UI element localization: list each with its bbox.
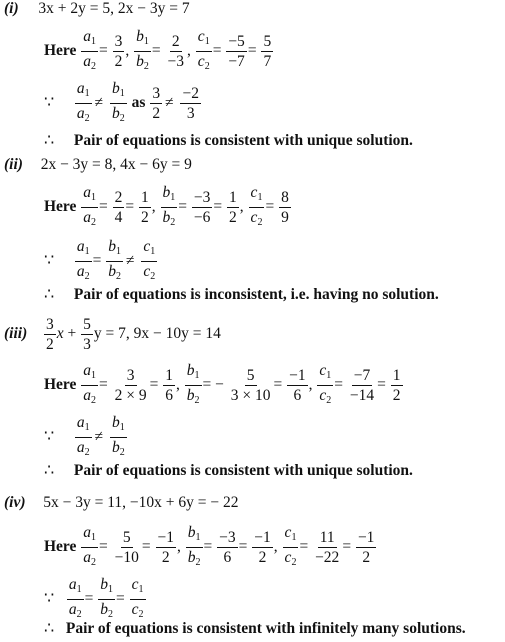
part-iv-equation-line [4,494,239,512]
ratio-b: $\frac{b_1}{b_2}$ [162,184,176,228]
ratio-a: $\frac{a_1}{a_2}$ [76,238,90,282]
as-label: as [131,94,146,112]
part-label: (i) [4,0,19,17]
ratio-b: $\frac{b_1}{b_2}$ [186,362,200,406]
fraction: $\frac{5}{3 \times 10}$ [230,367,271,404]
ratio-a: $\frac{a_1}{a_2}$ [76,80,90,124]
equation-rest: y = 7, 9x − 10y = 14 [93,325,221,343]
fraction: $\frac{2}{-3}$ [167,33,185,70]
fraction: $\frac{-1}{2}$ [254,529,271,566]
fraction: $\frac{3}{2 \times 9}$ [114,367,147,404]
part-iii-ratios-line: Here $\frac{a_1}{a_2}$ = $\frac{3}{2 \times 9}$ = $\frac{1}{6}$ , $\frac{b_1}{b_2}$ = − $\frac{5}{3 \times 10}$ = $\frac{-1}{6}$ , $\frac{c_1}{c_2}$ = $\frac{-7}{-14}$ = $\frac{1}{2}$ [44,362,404,409]
ratio-b: $\frac{b_1}{b_2}$ [187,524,201,568]
part-ii-equation-line [4,156,192,174]
equation: 3x + 2y = 5, 2x − 3y = 7 [38,0,190,17]
fraction: $\frac{11}{-22}$ [315,529,340,566]
conclusion-text: Pair of equations is inconsistent, i.e. having no solution. [73,286,439,303]
part-label: (iii) [4,325,28,343]
conclusion-text: Pair of equations is consistent with infinitely many solutions. [65,620,466,637]
fraction: $\frac{-2}{3}$ [182,85,199,122]
ratio-a: $\frac{a_1}{a_2}$ [83,362,97,406]
fraction: $\frac{5}{3}$ [83,316,91,353]
ratio-a: $\frac{a_1}{a_2}$ [68,576,82,620]
ratio-b: $\frac{b_1}{b_2}$ [112,414,125,458]
therefore-symbol: ∴ [44,286,55,303]
therefore-symbol: ∴ [44,462,55,479]
part-i-because-line: ∵ $\frac{a_1}{a_2}$ ≠ $\frac{b_1}{b_2}$ as $\frac{3}{2}$ ≠ $\frac{-2}{3}$ [44,80,202,127]
fraction: $\frac{3}{2}$ [114,33,123,70]
part-ii-because-line: ∵ $\frac{a_1}{a_2}$ = $\frac{b_1}{b_2}$ ≠ $\frac{c_1}{c_2}$ [44,238,158,285]
conclusion-text: Pair of equations is consistent with unique solution. [73,462,413,479]
ratio-b: $\frac{b_1}{b_2}$ [136,28,149,72]
part-ii-conclusion [44,286,439,304]
part-i-ratios-line: Here $\frac{a_1}{a_2}$ = $\frac{3}{2}$ , $\frac{b_1}{b_2}$ = $\frac{2}{-3}$ , $\frac{c_1}{c_2}$ = $\frac{-5}{-7}$ = $\frac{5}{7}$ [44,28,274,75]
because-symbol: ∵ [44,94,55,112]
ratio-a: $\frac{a_1}{a_2}$ [83,524,97,568]
fraction: $\frac{-3}{-6}$ [193,189,211,226]
equation: 5x − 3y = 11, −10x + 6y = − 22 [43,494,239,511]
part-iv-conclusion [44,620,466,638]
fraction: $\frac{-1}{2}$ [157,529,175,566]
because-symbol: ∵ [44,428,55,446]
here-label: Here [44,538,77,556]
here-label: Here [44,198,77,216]
fraction: $\frac{-1}{2}$ [357,529,375,566]
part-iii-conclusion [44,462,413,480]
fraction: $\frac{2}{4}$ [114,189,123,226]
because-symbol: ∵ [44,252,55,270]
here-label: Here [44,42,77,60]
ratio-b: $\frac{b_1}{b_2}$ [100,576,113,620]
ratio-b: $\frac{b_1}{b_2}$ [112,80,125,124]
part-iv-because-line: ∵ $\frac{a_1}{a_2}$ = $\frac{b_1}{b_2}$ = $\frac{c_1}{c_2}$ [44,576,147,623]
fraction: $\frac{3}{2}$ [46,316,54,353]
fraction: $\frac{3}{2}$ [152,85,161,122]
part-iii-because-line: ∵ $\frac{a_1}{a_2}$ ≠ $\frac{b_1}{b_2}$ [44,414,128,461]
equation: 2x − 3y = 8, 4x − 6y = 9 [40,156,192,173]
fraction: $\frac{5}{-10}$ [114,529,139,566]
ratio-c: $\frac{c_1}{c_2}$ [131,576,144,620]
here-label: Here [44,376,77,394]
therefore-symbol: ∴ [44,132,55,149]
ratio-c: $\frac{c_1}{c_2}$ [284,524,297,568]
therefore-symbol: ∴ [44,620,55,637]
because-symbol: ∵ [44,590,55,608]
part-ii-ratios-line: Here $\frac{a_1}{a_2}$ = $\frac{2}{4}$ = $\frac{1}{2}$ , $\frac{b_1}{b_2}$ = $\frac{-3}{-6}$ = $\frac{1}{2}$ , $\frac{c_1}{c_2}$ = $\frac{8}{9}$ [44,184,292,231]
fraction: $\frac{1}{2}$ [141,189,149,226]
ratio-a: $\frac{a_1}{a_2}$ [76,414,90,458]
ratio-a: $\frac{a_1}{a_2}$ [83,28,97,72]
ratio-c: $\frac{c_1}{c_2}$ [197,28,210,72]
fraction: $\frac{1}{6}$ [165,367,174,404]
fraction: $\frac{-3}{6}$ [219,529,236,566]
fraction: $\frac{-7}{-14}$ [349,367,375,404]
part-iv-ratios-line: Here $\frac{a_1}{a_2}$ = $\frac{5}{-10}$ = $\frac{-1}{2}$ , $\frac{b_1}{b_2}$ = $\frac{-3}{6}$ = $\frac{-1}{2}$ , $\frac{c_1}{c_2}$ = $\frac{11}{-22}$ = $\frac{-1}{2}$ [44,524,377,571]
fraction: $\frac{-1}{6}$ [289,367,306,404]
ratio-c: $\frac{c_1}{c_2}$ [250,184,263,228]
fraction: $\frac{1}{2}$ [229,189,237,226]
part-i-equation-line [4,0,190,18]
ratio-a: $\frac{a_1}{a_2}$ [83,184,97,228]
fraction: $\frac{5}{7}$ [263,33,272,70]
fraction: $\frac{8}{9}$ [281,189,289,226]
part-label: (iv) [4,494,26,511]
ratio-b: $\frac{b_1}{b_2}$ [108,238,121,282]
part-i-conclusion [44,132,413,150]
fraction: $\frac{1}{2}$ [392,367,401,404]
ratio-c: $\frac{c_1}{c_2}$ [319,362,332,406]
part-label: (ii) [4,156,23,173]
fraction: $\frac{-5}{-7}$ [228,33,245,70]
conclusion-text: Pair of equations is consistent with unique solution. [73,132,413,149]
part-iii-equation-line: (iii) $\frac{3}{2}$ x + $\frac{5}{3}$ y = 7, 9x − 10y = 14 [4,316,221,353]
ratio-c: $\frac{c_1}{c_2}$ [143,238,156,282]
